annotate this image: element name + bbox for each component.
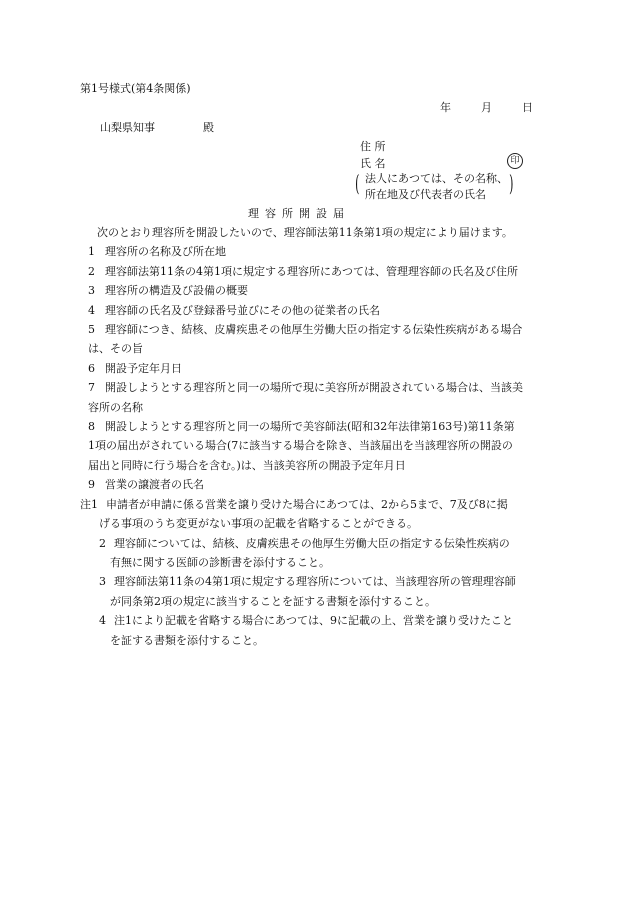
date-day: 日: [522, 101, 533, 114]
note-item: 2 理容師については、結核、皮膚疾患その他厚生労働大臣の指定する伝染性疾病の: [99, 536, 510, 550]
note-item: 注1 申請者が申請に係る営業を譲り受けた場合にあつては、2から5まで、7及び8に掲: [80, 497, 508, 511]
list-item: 6 開設予定年月日: [88, 361, 182, 375]
note-label: 注1: [80, 497, 98, 511]
corporate-note: [355, 170, 525, 202]
list-item: 2 理容師法第11条の4第1項に規定する理容所にあつては、管理理容師の氏名及び住所: [88, 264, 518, 278]
left-paren-icon: (: [355, 172, 360, 197]
note-item: 3 理容師法第11条の4第1項に規定する理容所については、当該理容所の管理理容師: [99, 575, 516, 589]
name-label: 氏 名: [360, 157, 386, 170]
list-item-continuation: は、その旨: [88, 342, 143, 356]
intro-paragraph: 次のとおり理容所を開設したいので、理容師法第11条第1項の規定により届けます。: [97, 226, 513, 239]
list-item: 8 開設しようとする理容所と同一の場所で美容師法(昭和32年法律第163号)第11条第: [88, 420, 515, 434]
list-item: 3 理容所の構造及び設備の概要: [88, 284, 248, 298]
form-number: 第1号様式(第4条関係): [80, 82, 191, 95]
addressee: [100, 120, 214, 135]
note-continuation: 有無に関する医師の診断書を添付すること。: [110, 555, 330, 569]
addressee-title: 山梨県知事: [100, 121, 155, 134]
corporate-note-line1: 法人にあつては、その名称、: [365, 172, 508, 185]
seal-icon: 印: [507, 153, 523, 169]
date-year: 年: [440, 101, 451, 114]
list-item: 9 営業の譲渡者の氏名: [88, 478, 204, 492]
list-item-continuation: 容所の名称: [88, 400, 143, 414]
list-item-continuation: 1項の届出がされている場合(7に該当する場合を除き、当該届出を当該理容所の開設の: [88, 439, 513, 453]
corporate-note-line2: 所在地及び代表者の氏名: [365, 188, 486, 201]
address-label: 住 所: [360, 140, 386, 153]
addressee-honorific: 殿: [203, 121, 214, 134]
note-item: 4 注1により記載を省略する場合にあつては、9に記載の上、営業を譲り受けたこと: [99, 614, 513, 628]
note-continuation: を証する書類を添付すること。: [110, 633, 264, 647]
date-month: 月: [481, 101, 492, 114]
list-item: 4 理容師の氏名及び登録番号並びにその他の従業者の氏名: [88, 303, 380, 317]
document-title: 理容所開設届: [248, 207, 350, 220]
list-item-continuation: 届出と同時に行う場合を含む。)は、当該美容所の開設予定年月日: [88, 458, 406, 472]
date-line: [440, 100, 533, 115]
note-continuation: げる事項のうち変更がない事項の記載を省略することができる。: [99, 517, 418, 531]
list-item: 7 開設しようとする理容所と同一の場所で現に美容所が開設されている場合は、当該美: [88, 381, 523, 395]
list-item: 1 理容所の名称及び所在地: [88, 245, 226, 259]
right-paren-icon: ): [509, 172, 514, 197]
list-item: 5 理容師につき、結核、皮膚疾患その他厚生労働大臣の指定する伝染性疾病がある場合: [88, 323, 523, 337]
document-body: [80, 223, 550, 650]
note-continuation: が同条第2項の規定に該当することを証する書類を添付すること。: [110, 594, 436, 608]
